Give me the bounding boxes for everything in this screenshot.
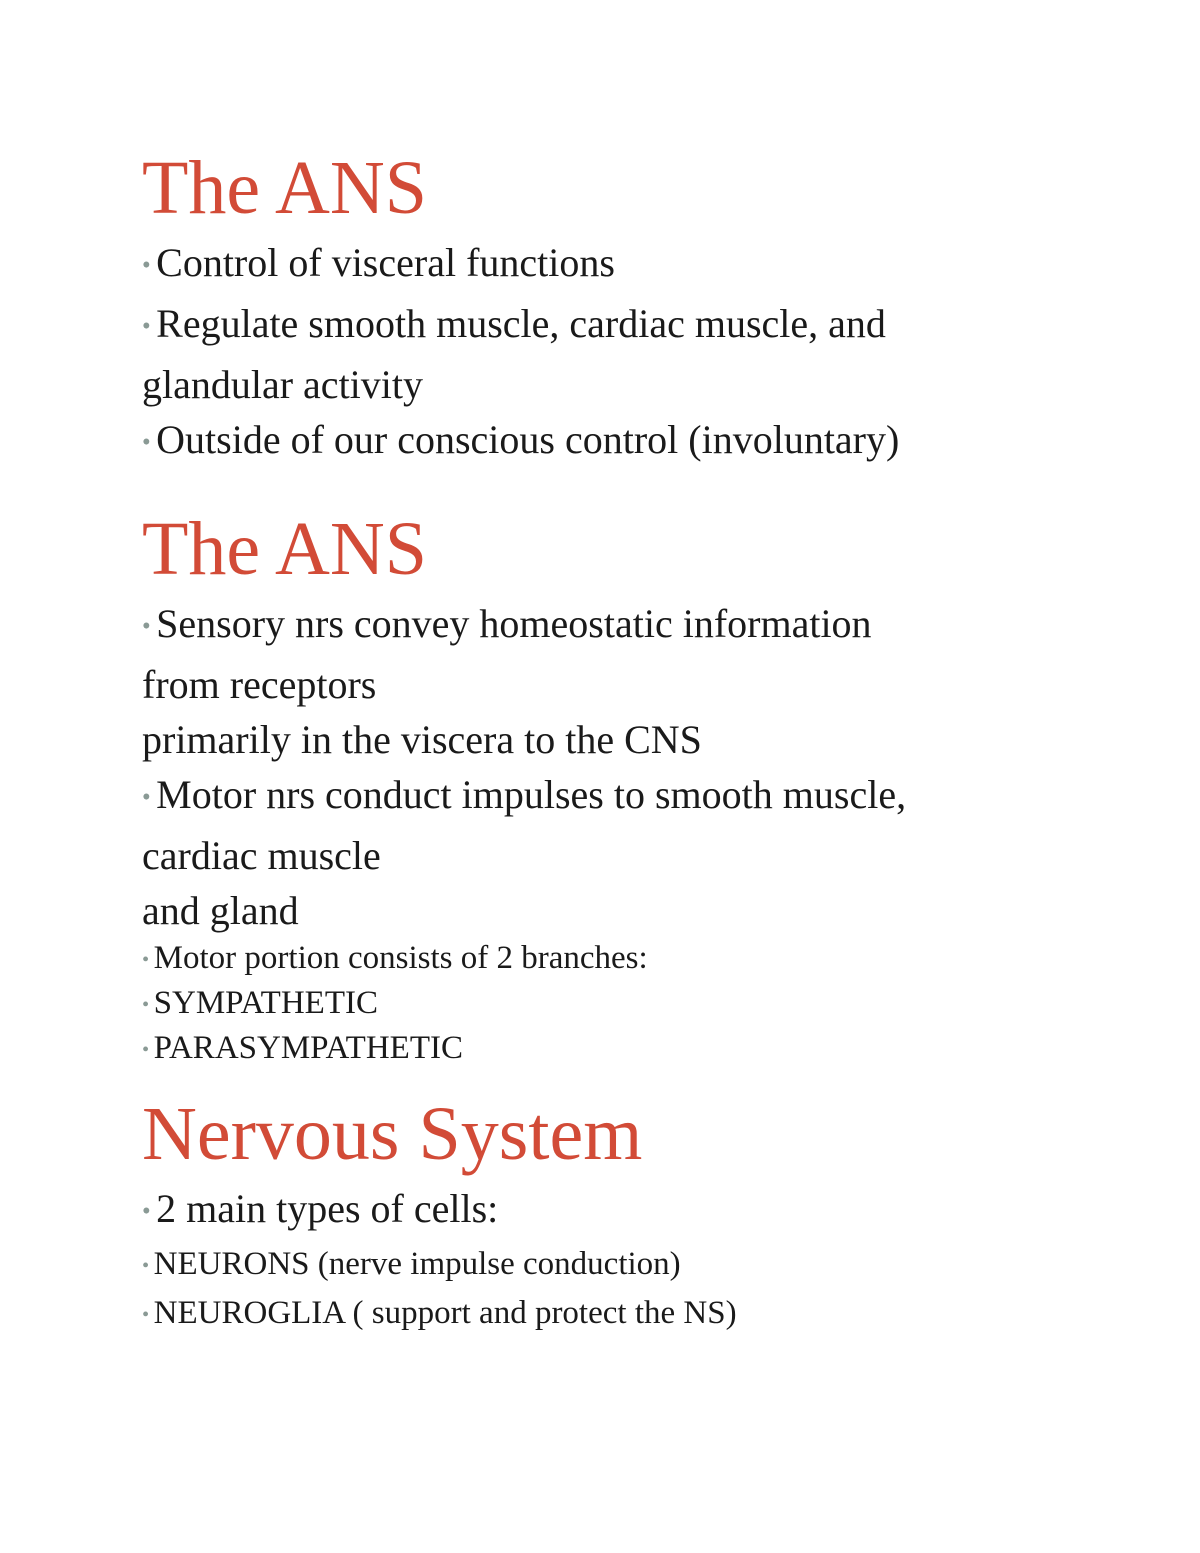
sub-bullet-line: • NEURONS (nerve impulse conduction) bbox=[142, 1246, 681, 1282]
continuation-line: glandular activity bbox=[142, 362, 424, 407]
section-heading: The ANS bbox=[142, 146, 427, 230]
bullet-line: • Sensory nrs convey homeostatic information bbox=[142, 601, 872, 646]
sub-bullet-line: • SYMPATHETIC bbox=[142, 985, 378, 1021]
section-heading: Nervous System bbox=[142, 1092, 643, 1176]
section-ans-1 bbox=[142, 146, 1142, 473]
bullet-line: • Motor nrs conduct impulses to smooth muscle, bbox=[142, 772, 907, 817]
bullet-dot-icon: • bbox=[142, 1254, 150, 1277]
section-nervous-system bbox=[142, 1092, 1142, 1338]
bullet-line: • Control of visceral functions bbox=[142, 240, 615, 285]
sub-bullet-line: • NEUROGLIA ( support and protect the NS) bbox=[142, 1295, 737, 1331]
bullet-dot-icon: • bbox=[142, 429, 151, 457]
bullet-dot-icon: • bbox=[142, 313, 151, 341]
bullet-dot-icon: • bbox=[142, 1038, 150, 1061]
bullet-dot-icon: • bbox=[142, 252, 151, 280]
section-ans-2 bbox=[142, 507, 1142, 1073]
bullet-dot-icon: • bbox=[142, 1303, 150, 1326]
bullet-dot-icon: • bbox=[142, 993, 150, 1016]
sub-bullet-line: • PARASYMPATHETIC bbox=[142, 1030, 463, 1066]
sub-bullet-line: • Motor portion consists of 2 branches: bbox=[142, 940, 648, 976]
bullet-line: • Outside of our conscious control (involuntary) bbox=[142, 417, 900, 462]
bullet-dot-icon: • bbox=[142, 948, 150, 971]
bullet-line: • 2 main types of cells: bbox=[142, 1186, 499, 1231]
continuation-line: cardiac muscle bbox=[142, 833, 381, 878]
continuation-line: from receptors bbox=[142, 662, 377, 707]
bullet-dot-icon: • bbox=[142, 784, 151, 812]
continuation-line: primarily in the viscera to the CNS bbox=[142, 717, 702, 762]
bullet-line: • Regulate smooth muscle, cardiac muscle, and bbox=[142, 301, 886, 346]
bullet-dot-icon: • bbox=[142, 613, 151, 641]
section-heading: The ANS bbox=[142, 507, 427, 591]
bullet-dot-icon: • bbox=[142, 1198, 151, 1226]
continuation-line: and gland bbox=[142, 888, 299, 933]
